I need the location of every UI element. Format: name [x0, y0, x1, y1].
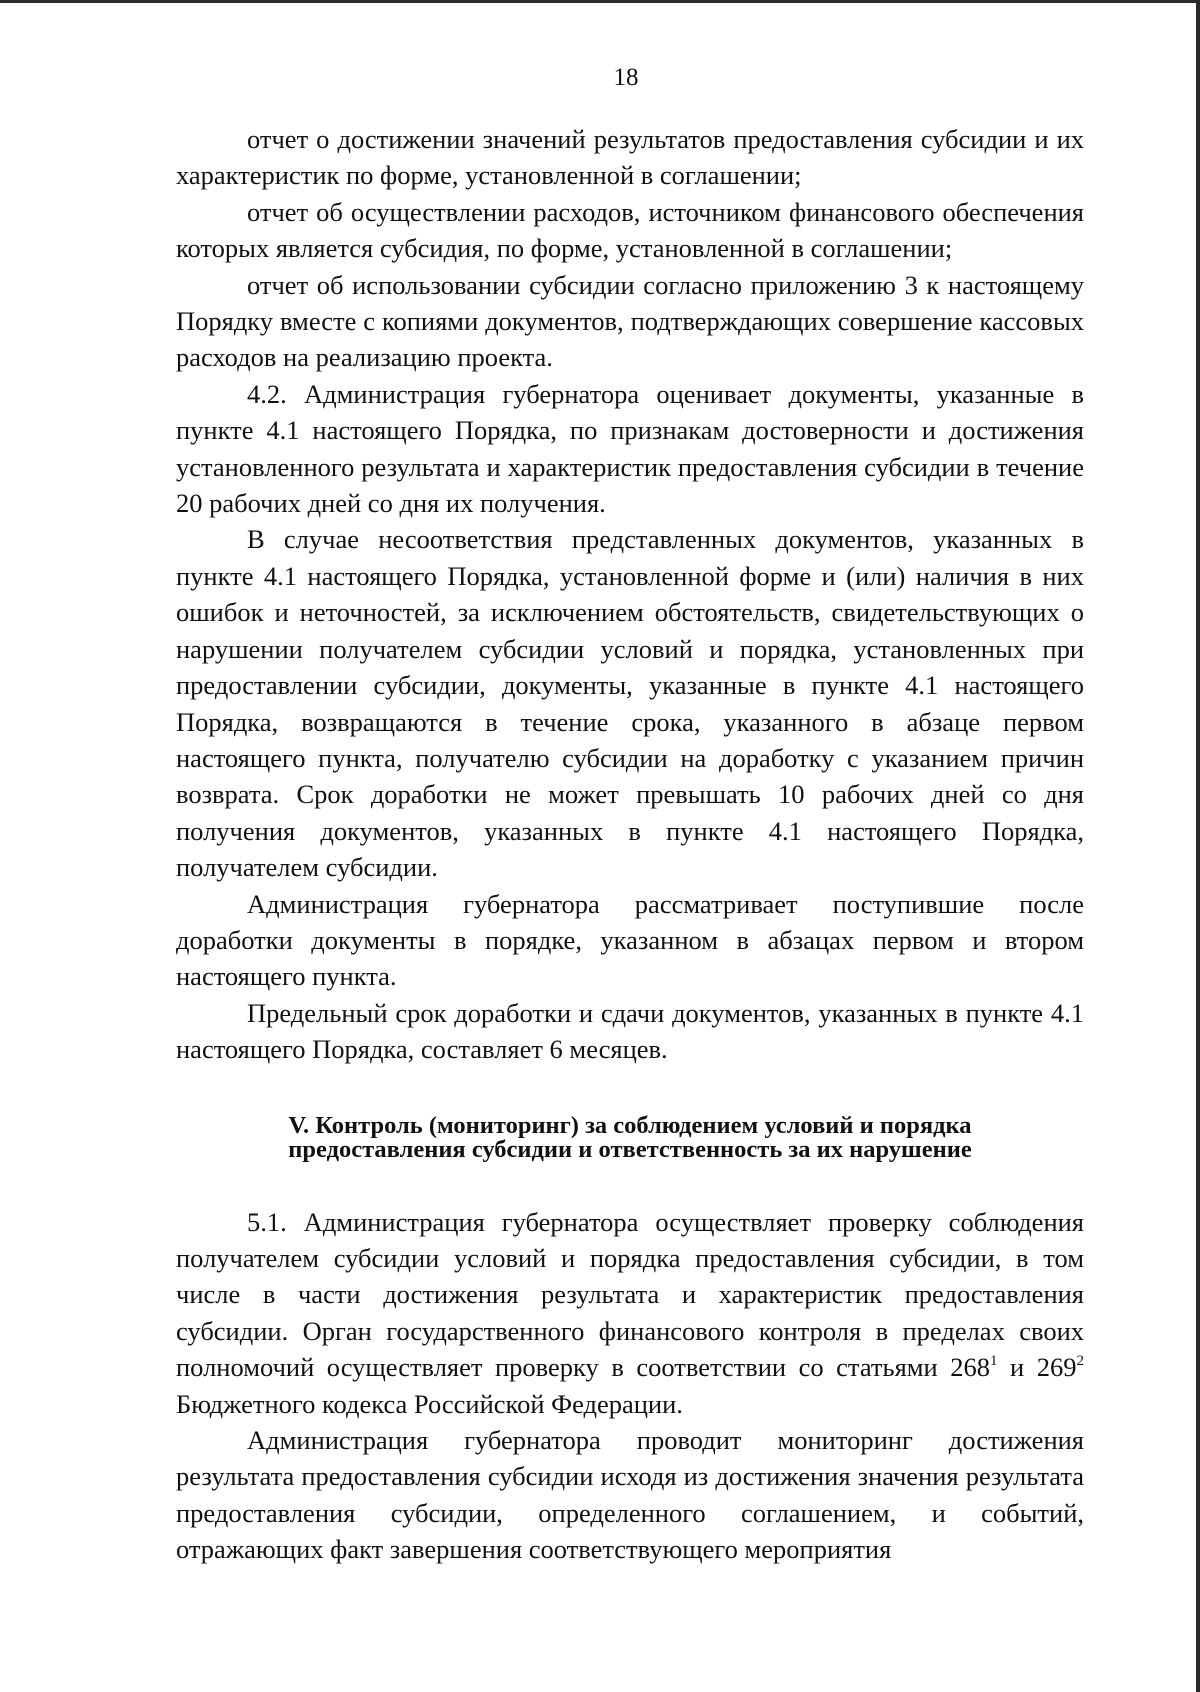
paragraph-4-2: 4.2. Администрация губернатора оценивает документы, указанные в пункте 4.1 настоящего Порядка, по признакам достоверности и достижения установленного результата и характеристик предоставления субсидии в течение 20 рабочих дней со дня их получения. [176, 378, 1084, 519]
section-heading-line-2: предоставления субсидии и ответственность за их нарушение [288, 1135, 972, 1163]
paragraph-nonconformity: В случае несоответствия представленных документов, указанных в пункте 4.1 настоящего Порядка, установленной форме и (или) наличия в них ошибок и неточностей, за исключением обстоятельств, свидетельствующих о нарушении получателем субсидии условий и порядка, установленных при предоставлении субсидии, документы, указанные в пункте 4.1 настоящего Порядка, возвращаются в течение срока, указанного в абзаце первом настоящего пункта, получателю субсидии на доработку с указанием причин возврата. Срок доработки не может превышать 10 рабочих дней со дня получения документов, указанных в пункте 4.1 настоящего Порядка, получателем субсидии. [176, 524, 1084, 883]
section-heading-line-1: V. Контроль (мониторинг) за соблюдением условий и порядка [288, 1111, 972, 1139]
paragraph-5-1-tail: Бюджетного кодекса Российской Федерации. [176, 1388, 683, 1419]
scan-edge-right [1196, 0, 1200, 1692]
paragraph-report-results: отчет о достижении значений результатов предоставления субсидии и их характеристик по форме, установленной в соглашении; [176, 124, 1084, 191]
paragraph-report-expenses: отчет об осуществлении расходов, источником финансового обеспечения которых является субсидия, по форме, установленной в соглашении; [176, 196, 1084, 264]
document-body [176, 121, 1084, 1568]
section-heading [176, 1111, 1084, 1163]
page-number: 18 [613, 64, 639, 91]
article-268-superscript: 1 [990, 1353, 998, 1370]
paragraph-deadline: Предельный срок доработки и сдачи документов, указанных в пункте 4.1 настоящего Порядка, составляет 6 месяцев. [176, 997, 1084, 1065]
paragraph-review-after-revision: Администрация губернатора рассматривает поступившие после доработки документы в порядке, указанном в абзацах первом и втором настоящего пункта. [176, 888, 1084, 992]
article-268: 268 [950, 1352, 990, 1383]
paragraph-monitoring: Администрация губернатора проводит мониторинг достижения результата предоставления субсидии исходя из достижения значения результата предоставления субсидии, определенного соглашением, и событий, отражающих факт завершения соответствующего мероприятия [176, 1425, 1084, 1565]
article-269: 269 [1036, 1352, 1077, 1383]
paragraph-report-usage: отчет об использовании субсидии согласно приложению 3 к настоящему Порядку вместе с копиями документов, подтверждающих совершение кассовых расходов на реализацию проекта. [176, 269, 1084, 373]
conjunction: и [997, 1352, 1037, 1383]
paragraph-5-1 [176, 1204, 1084, 1422]
scan-edge-top [0, 0, 1200, 3]
paragraph-5-1-text: 5.1. Администрация губернатора осуществляет проверку соблюдения получателем субсидии условий и порядка предоставления субсидии, в том числе в части достижения результата и характеристик предоставления субсидии. Орган государственного финансового контроля в пределах своих полномочий осуществляет проверку в соответствии со статьями [176, 1206, 1084, 1383]
article-269-superscript: 2 [1076, 1353, 1084, 1370]
